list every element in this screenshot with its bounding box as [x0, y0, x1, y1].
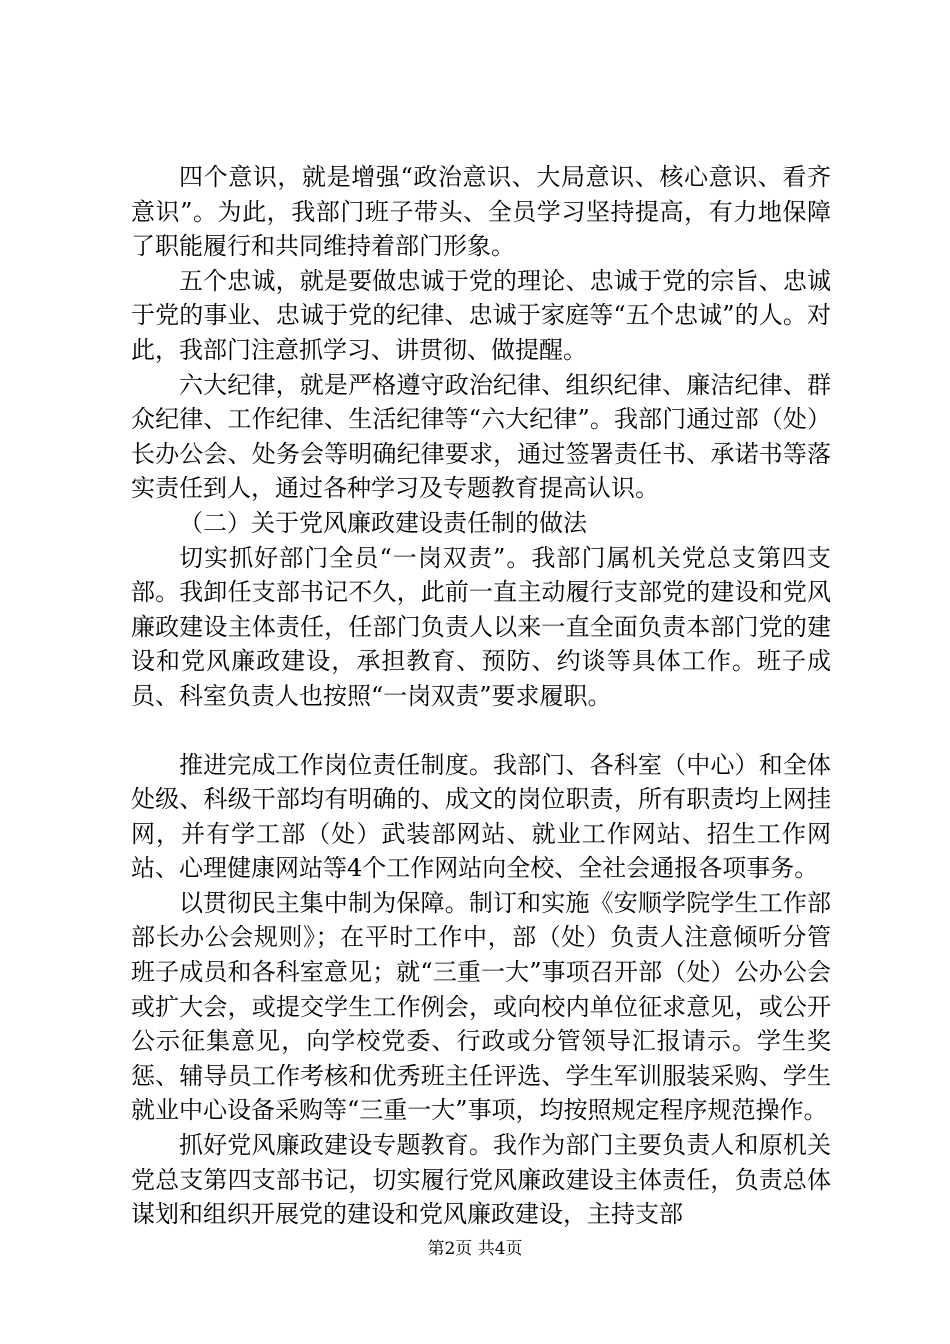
paragraph-post-responsibility: 推进完成工作岗位责任制度。我部门、各科室（中心）和全体处级、科级干部均有明确的、成文的岗位职责，所有职责均上网挂网，并有学工部（处）武装部网站、就业工作网站、招生工作网站、心理健康网站等4个工作网站向全校、全社会通报各项事务。	[131, 750, 831, 883]
page-footer	[0, 1238, 950, 1260]
paragraph-one-post-two-duties: 切实抓好部门全员“一岗双责”。我部门属机关党总支第四支部。我卸任支部书记不久，此前一直主动履行支部党的建设和党风廉政建设主体责任，任部门负责人以来一直全面负责本部门党的建设和党风廉政建设，承担教育、预防、约谈等具体工作。班子成员、科室负责人也按照“一岗双责”要求履职。	[131, 543, 831, 710]
document-body	[131, 160, 831, 1232]
page-number-label: 第2页 共4页	[427, 1239, 523, 1259]
paragraph-democratic-centralism: 以贯彻民主集中制为保障。制订和实施《安顺学院学生工作部部长办公会规则》；在平时工作中，部（处）负责人注意倾听分管班子成员和各科室意见；就“三重一大”事项召开部（处）公办公会或扩大会，或提交学生工作例会，或向校内单位征求意见，或公开公示征集意见，向学校党委、行政或分管领导汇报请示。学生奖惩、辅导员工作考核和优秀班主任评选、学生军训服装采购、学生就业中心设备采购等“三重一大”事项，均按照规定程序规范操作。	[131, 888, 831, 1125]
paragraph-special-education: 抓好党风廉政建设专题教育。我作为部门主要负责人和原机关党总支第四支部书记，切实履行党风廉政建设主体责任，负责总体谋划和组织开展党的建设和党风廉政建设，主持支部	[131, 1131, 831, 1229]
paragraph-five-loyalties: 五个忠诚，就是要做忠诚于党的理论、忠诚于党的宗旨、忠诚于党的事业、忠诚于党的纪律、忠诚于家庭等“五个忠诚”的人。对此，我部门注意抓学习、讲贯彻、做提醒。	[131, 266, 831, 364]
section-heading: （二）关于党风廉政建设责任制的做法	[179, 508, 587, 537]
paragraph-six-disciplines: 六大纪律，就是严格遵守政治纪律、组织纪律、廉洁纪律、群众纪律、工作纪律、生活纪律等“六大纪律”。我部门通过部（处）长办公会、处务会等明确纪律要求，通过签署责任书、承诺书等落实责任到人，通过各种学习及专题教育提高认识。	[131, 370, 831, 503]
paragraph-four-consciousness: 四个意识，就是增强“政治意识、大局意识、核心意识、看齐意识”。为此，我部门班子带头、全员学习坚持提高，有力地保障了职能履行和共同维持着部门形象。	[131, 163, 831, 261]
